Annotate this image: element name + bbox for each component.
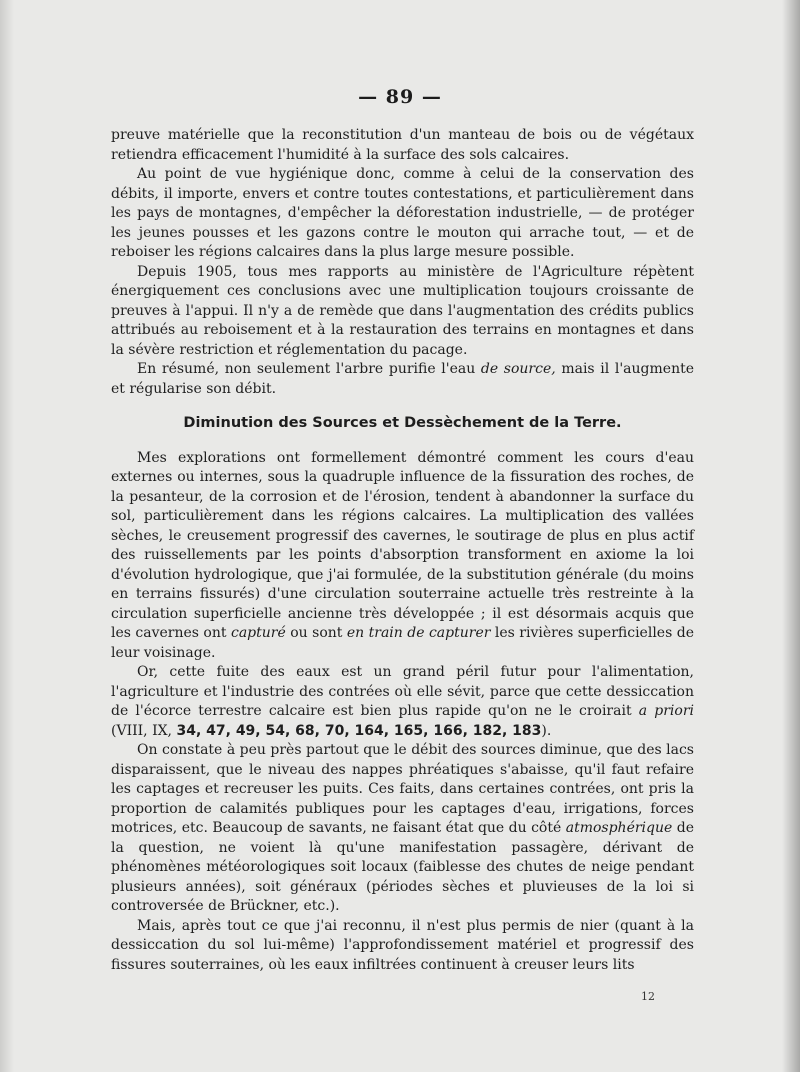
text-run: ). <box>541 722 552 739</box>
page-number: — 89 — <box>358 86 442 108</box>
section-title: Diminution des Sources et Dessèchement de la Terre. <box>183 415 622 431</box>
italic-text: a priori <box>638 703 694 719</box>
text-run: de la question, ne voient là qu'une manifestation passagère, dérivant de phénomènes météorologiques soit locaux (faiblesse des chutes de neige pendant plusieurs années), soit généraux (périodes sèches et pluvieuses de la loi si controversée de Brückner, etc.). <box>111 820 694 914</box>
text-run: On constate à peu près partout que le débit des sources diminue, que des lacs disparaissent, que le niveau des nappes phréatiques s'abaisse, qu'il faut refaire les captages et recreuser les puits. Ces faits, dans certaines contrées, ont pris la proportion de calamités publiques pour les captages d'eau, irrigations, forces motrices, etc. Beaucoup de savants, ne faisant état que du côté <box>111 742 694 836</box>
paragraph <box>111 741 694 917</box>
italic-text: en train de capturer <box>346 625 491 641</box>
italic-text: de source, <box>480 361 556 377</box>
italic-text: atmosphérique <box>565 820 673 836</box>
text-run: Or, cette fuite des eaux est un grand péril futur pour l'alimentation, l'agriculture et l'industrie des contrées où elle sévit, parce que cette dessiccation de l'écorce terrestre calcaire est bien plus rapide qu'on ne le croirait <box>111 664 694 719</box>
paragraph <box>111 263 694 361</box>
text-run: (VIII, IX, <box>111 722 177 739</box>
paragraph <box>111 360 694 399</box>
text-run: Mes explorations ont formellement démontré comment les cours d'eau externes ou internes, sous la quadruple influence de la fissuration des roches, de la pesanteur, de la corrosion et de l'érosion, tendent à abandonner la surface du sol, particulièrement dans les régions calcaires. La multiplication des vallées sèches, le creusement progressif des cavernes, le soutirage de plus en plus actif des ruissellements par les points d'absorption transforment en axiome la loi d'évolution hydrologique, que j'ai formulée, de la substitution générale (du moins en terrains fissurés) d'une circulation souterraine actuelle très restreinte à la circulation superficielle ancienne très développée ; il est désormais acquis que les cavernes ont <box>111 449 694 641</box>
page-edge-shadow-left <box>0 0 14 1072</box>
paragraphs-bottom <box>111 449 694 976</box>
signature-mark: 12 <box>641 990 655 1003</box>
body-text <box>111 126 694 975</box>
paragraphs-top <box>111 126 694 399</box>
text-run: Mais, après tout ce que j'ai reconnu, il n'est plus permis de nier (quant à la dessiccation du sol lui-même) l'approfondissement matériel et progressif des fissures souterraines, où les eaux infiltrées continuent à creuser leurs lits <box>111 917 694 973</box>
text-run: ou sont <box>285 625 347 641</box>
page-edge-shadow-right <box>782 0 800 1072</box>
paragraph <box>111 126 694 165</box>
paragraph <box>111 663 694 741</box>
text-run: les rivières superficielles de leur voisinage. <box>111 625 694 661</box>
reference-numbers: 34, 47, 49, 54, 68, 70, 164, 165, 166, 182, 183 <box>176 722 542 739</box>
text-run: Depuis 1905, tous mes rapports au ministère de l'Agriculture répètent énergiquement ces conclusions avec une multiplication toujours croissante de preuves à l'appui. Il n'y a de remède que dans l'augmentation des crédits publics attribués au reboisement et à la restauration des terrains en montagnes et dans la sévère restriction et réglementation du pacage. <box>111 263 694 358</box>
text-run: preuve matérielle que la reconstitution d'un manteau de bois ou de végétaux retiendra efficacement l'humidité à la surface des sols calcaires. <box>111 127 694 163</box>
italic-text: capturé <box>230 625 286 641</box>
paragraph <box>111 917 694 976</box>
paragraph <box>111 449 694 664</box>
text-run: Au point de vue hygiénique donc, comme à celui de la conservation des débits, il importe, envers et contre toutes contestations, et particulièrement dans les pays de montagnes, d'empêcher la déforestation industrielle, — de protéger les jeunes pousses et les gazons contre le mouton qui arrache tout, — et de reboiser les régions calcaires dans la plus large mesure possible. <box>111 166 694 260</box>
paragraph <box>111 165 694 263</box>
text-run: mais il l'augmente et régularise son débit. <box>111 361 694 397</box>
text-run: En résumé, non seulement l'arbre purifie l'eau <box>137 361 481 377</box>
